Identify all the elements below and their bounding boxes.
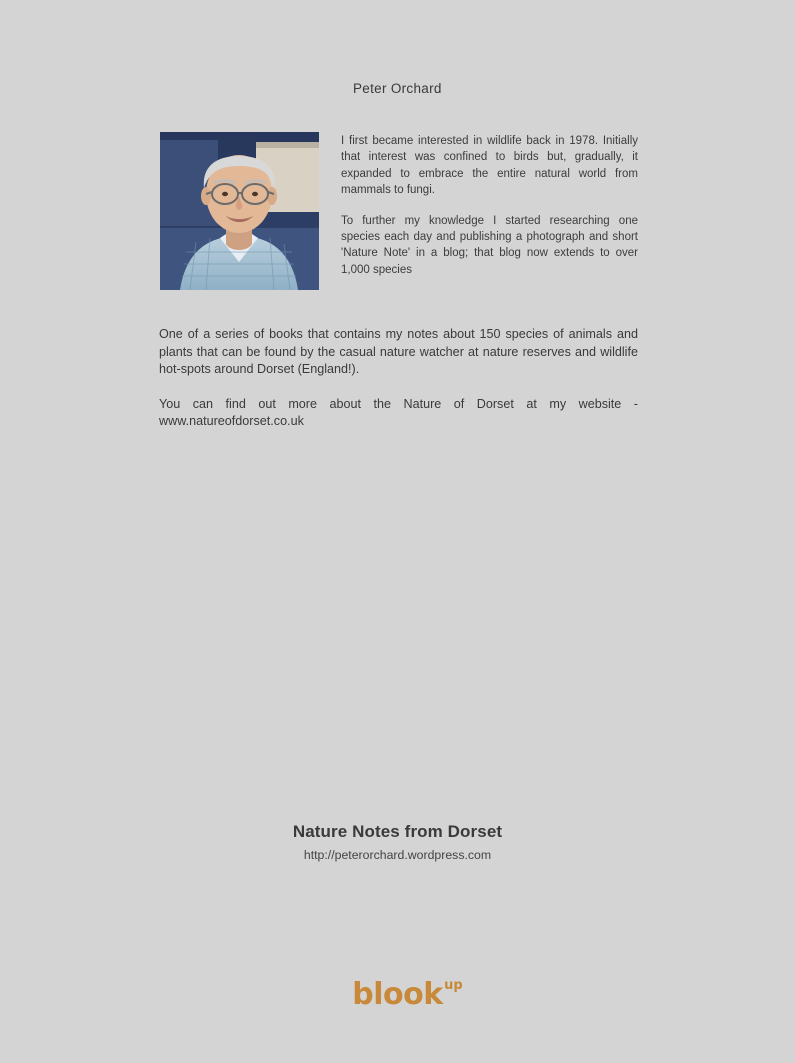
intro-text-column <box>341 133 638 292</box>
author-portrait-photo <box>160 132 319 290</box>
blog-url: http://peterorchard.wordpress.com <box>303 848 492 862</box>
body-paragraph-2: You can find out more about the Nature of Dorset at my website - www.natureofdorset.co.uk <box>159 396 638 429</box>
body-paragraph-1: One of a series of books that contains my notes about 150 species of animals and plants that can be found by the casual nature watcher at nature reserves and wildlife hot-spots around Dorset (England!). <box>159 327 638 377</box>
blookup-logo <box>352 977 463 1012</box>
logo-superscript: up <box>444 978 463 993</box>
author-name: Peter Orchard <box>353 81 442 96</box>
footer-block <box>0 822 795 862</box>
book-title: Nature Notes from Dorset <box>292 822 503 841</box>
portrait-image <box>160 132 319 290</box>
intro-paragraph-2: To further my knowledge I started researching one species each day and publishing a photograph and short 'Nature Note' in a blog; that blog now extends to over 1,000 species <box>341 214 638 276</box>
logo-wordmark: blook <box>352 977 443 1012</box>
intro-paragraph-1: I first became interested in wildlife back in 1978. Initially that interest was confined to birds but, gradually, it expanded to embrace the entire natural world from mammals to fungi. <box>341 135 638 197</box>
publisher-logo <box>0 977 795 1020</box>
body-text-block <box>159 326 638 448</box>
